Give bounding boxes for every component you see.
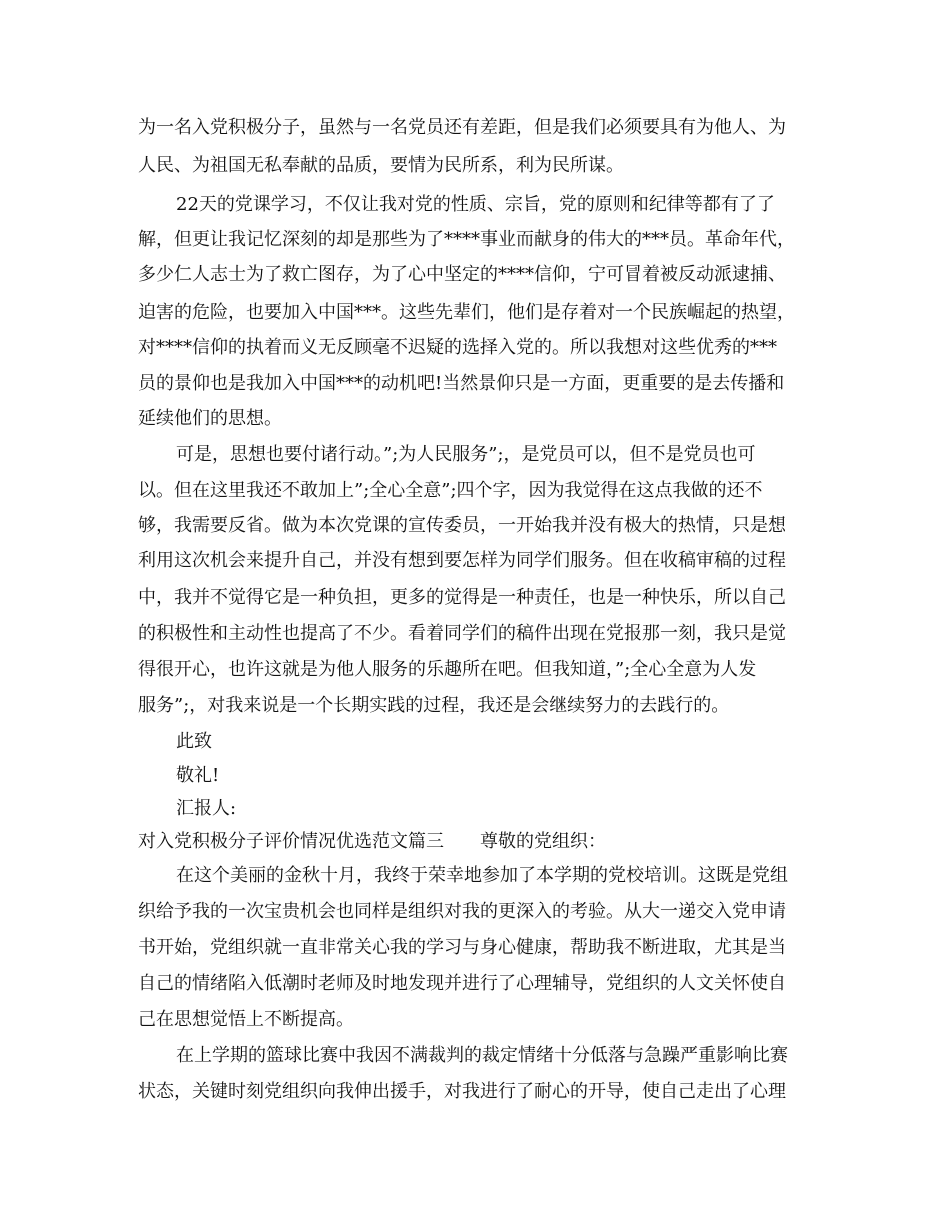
text-line: 对****信仰的执着而义无反顾毫不迟疑的选择入党的。所以我想对这些优秀的*** — [138, 337, 777, 358]
text-line: 可是，思想也要付诸行动。”;为人民服务”;，是党员可以，但不是党员也可 — [176, 444, 756, 465]
section-heading: 对入党积极分子评价情况优选范文篇三 尊敬的党组织： — [138, 831, 606, 852]
text-line: 己在思想觉悟上不断提高。 — [138, 1009, 354, 1030]
text-line: 的积极性和主动性也提高了不少。看着同学们的稿件出现在党报那一刻，我只是觉 — [138, 623, 786, 644]
text-line: 服务”;，对我来说是一个长期实践的过程，我还是会继续努力的去践行的。 — [138, 695, 730, 716]
text-line: 在上学期的篮球比赛中我因不满裁判的裁定情绪十分低落与急躁严重影响比赛 — [176, 1045, 788, 1066]
text-line: 员的景仰也是我加入中国***的动机吧!当然景仰只是一方面，更重要的是去传播和 — [138, 373, 785, 394]
closing-regards: 敬礼! — [176, 765, 220, 786]
text-line: 织给予我的一次宝贵机会也同样是组织对我的更深入的考验。从大一递交入党申请 — [138, 901, 786, 922]
closing-salutation: 此致 — [176, 731, 212, 752]
text-line: 自己的情绪陷入低潮时老师及时地发现并进行了心理辅导，党组织的人文关怀使自 — [138, 973, 786, 994]
text-line: 中，我并不觉得它是一种负担，更多的觉得是一种责任，也是一种快乐，所以自己 — [138, 587, 786, 608]
text-line: 状态，关键时刻党组织向我伸出援手，对我进行了耐心的开导，使自己走出了心理 — [138, 1081, 786, 1102]
text-line: 书开始，党组织就一直非常关心我的学习与身心健康，帮助我不断进取，尤其是当 — [138, 937, 786, 958]
text-line: 多少仁人志士为了救亡图存，为了心中坚定的****信仰，宁可冒着被反动派逮捕、 — [138, 264, 786, 285]
reporter-label: 汇报人: — [176, 798, 237, 819]
text-line: 解，但更让我记忆深刻的却是那些为了****事业而献身的伟大的***员。革命年代， — [138, 229, 795, 250]
text-line: 得很开心，也许这就是为他人服务的乐趣所在吧。但我知道，”;全心全意为人发 — [138, 659, 757, 680]
text-line: 延续他们的思想。 — [138, 408, 282, 429]
text-line: 22天的党课学习，不仅让我对党的性质、宗旨，党的原则和纪律等都有了了 — [176, 194, 775, 215]
text-line: 够，我需要反省。做为本次党课的宣传委员，一开始我并没有极大的热情，只是想 — [138, 515, 786, 536]
text-line: 为一名入党积极分子，虽然与一名党员还有差距，但是我们必须要具有为他人、为 — [138, 117, 786, 138]
text-line: 利用这次机会来提升自己，并没有想到要怎样为同学们服务。但在收稿审稿的过程 — [138, 550, 786, 571]
text-line: 人民、为祖国无私奉献的品质，要情为民所系，利为民所谋。 — [138, 155, 624, 176]
text-line: 在这个美丽的金秋十月，我终于荣幸地参加了本学期的党校培训。这既是党组 — [176, 865, 788, 886]
text-line: 以。但在这里我还不敢加上”;全心全意”;四个字，因为我觉得在这点我做的还不 — [138, 480, 763, 501]
text-line: 迫害的危险，也要加入中国***。这些先辈们，他们是存着对一个民族崛起的热望， — [138, 302, 795, 323]
